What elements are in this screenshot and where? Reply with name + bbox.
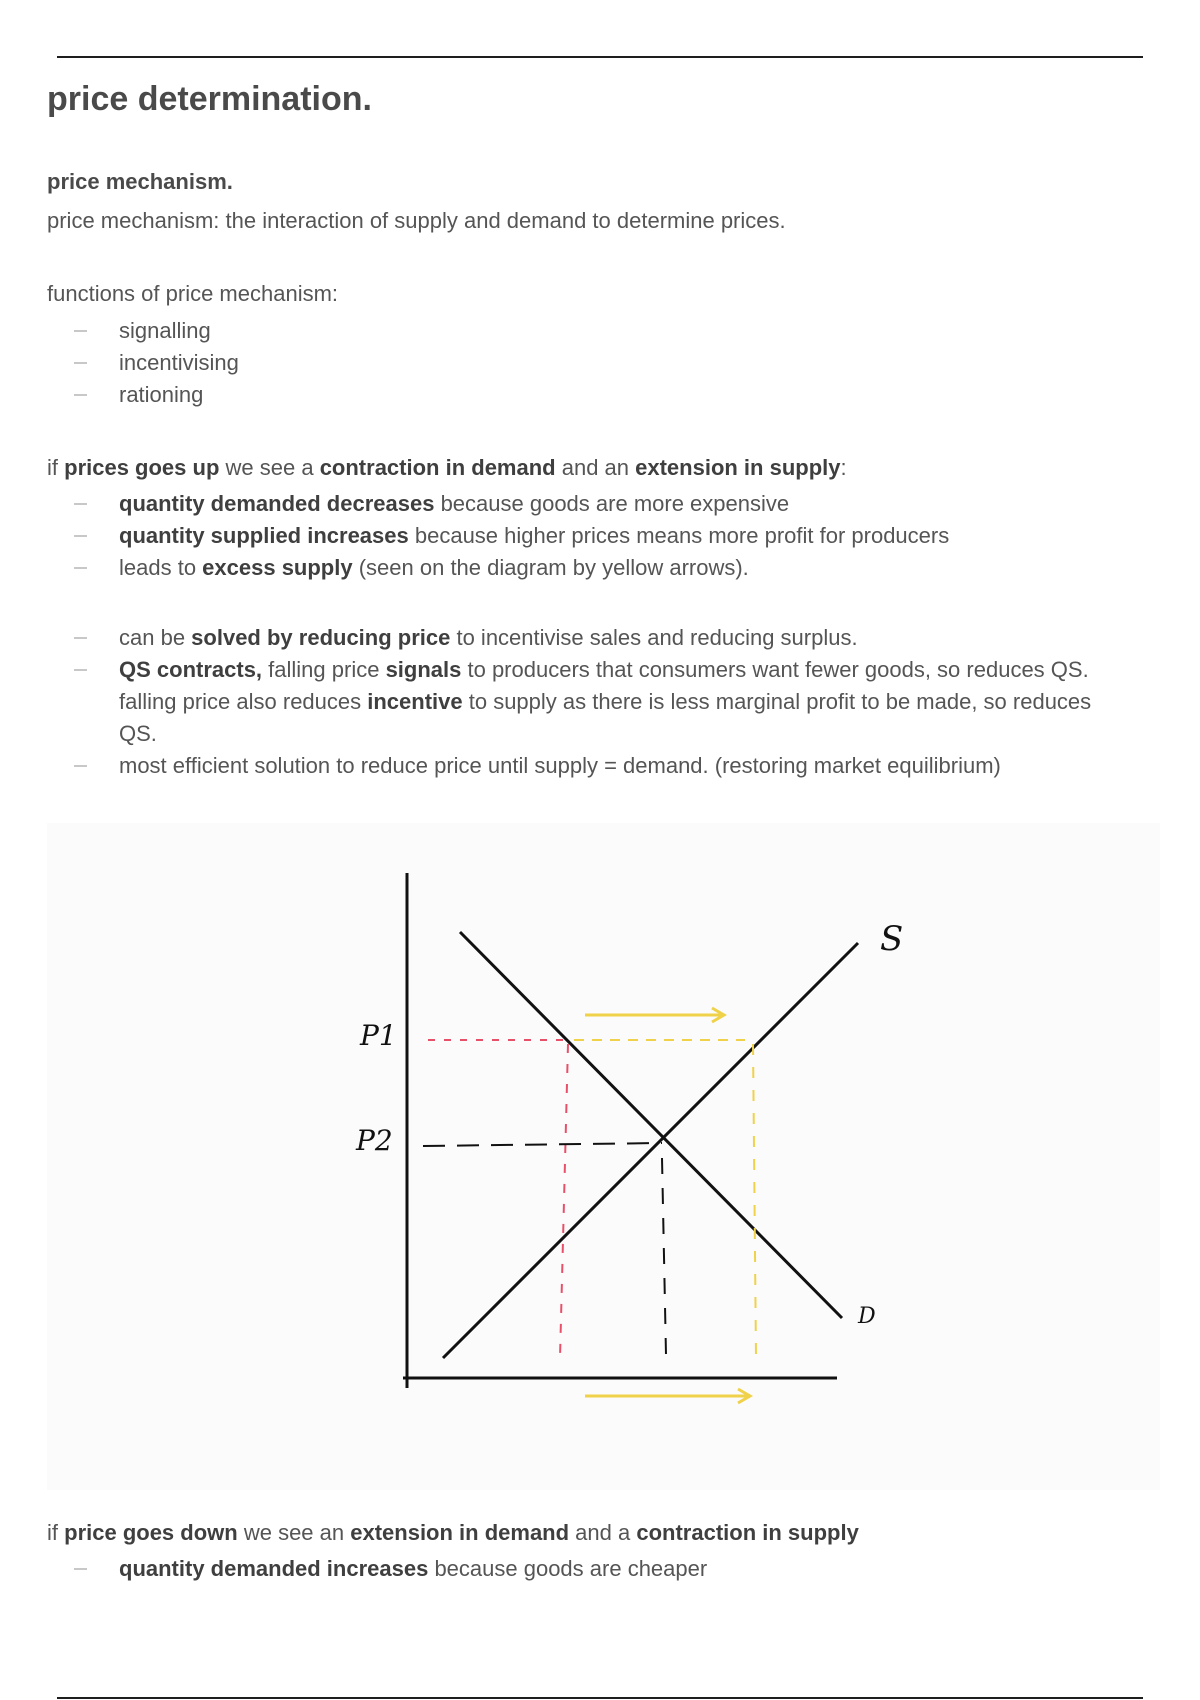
definition-text: price mechanism: the interaction of supply and demand to determine prices. [47, 208, 786, 233]
equilibrium-drop-line [662, 1158, 666, 1355]
list-item: signalling [47, 315, 239, 347]
list-item: most efficient solution to reduce price until supply = demand. (restoring market equilibrium) [47, 750, 1127, 782]
dash-bullet [74, 1568, 87, 1570]
price-up-intro: if prices goes up we see a contraction in demand and an extension in supply: [47, 455, 847, 480]
p1-supply-drop-line [753, 1044, 756, 1358]
p2-label: P2 [356, 1124, 393, 1157]
supply-label: S [880, 919, 904, 959]
price-down-list [47, 1553, 707, 1585]
list-item: QS contracts, falling price signals to producers that consumers want fewer goods, so reduces QS. falling price also reduces incentive to supply as there is less marginal profit to be made, so reduces QS. [47, 654, 1127, 750]
list-item: incentivising [47, 347, 239, 379]
list-item: leads to excess supply (seen on the diagram by yellow arrows). [47, 552, 949, 584]
demand-label: D [858, 1304, 876, 1329]
excess-supply-arrow-bottom [585, 1389, 750, 1403]
supply-curve [443, 943, 858, 1358]
page-title: price determination. [47, 80, 372, 118]
price-down-intro: if price goes down we see an extension in demand and a contraction in supply [47, 1520, 859, 1545]
section-heading: price mechanism. [47, 169, 233, 194]
list-item: quantity supplied increases because higher prices means more profit for producers [47, 520, 949, 552]
list-item: rationing [47, 379, 239, 411]
list-item: can be solved by reducing price to incentivise sales and reducing surplus. [47, 622, 1127, 654]
functions-intro: functions of price mechanism: [47, 281, 339, 306]
list-item: quantity demanded increases because goods are cheaper [47, 1553, 707, 1585]
excess-supply-arrow-top [585, 1008, 724, 1022]
p1-demand-drop-line [560, 1044, 568, 1358]
list-item: quantity demanded decreases because goods are more expensive [47, 488, 949, 520]
bottom-rule [57, 1697, 1143, 1699]
demand-curve [460, 932, 842, 1318]
p1-label: P1 [360, 1019, 397, 1052]
p2-price-line [423, 1143, 662, 1146]
